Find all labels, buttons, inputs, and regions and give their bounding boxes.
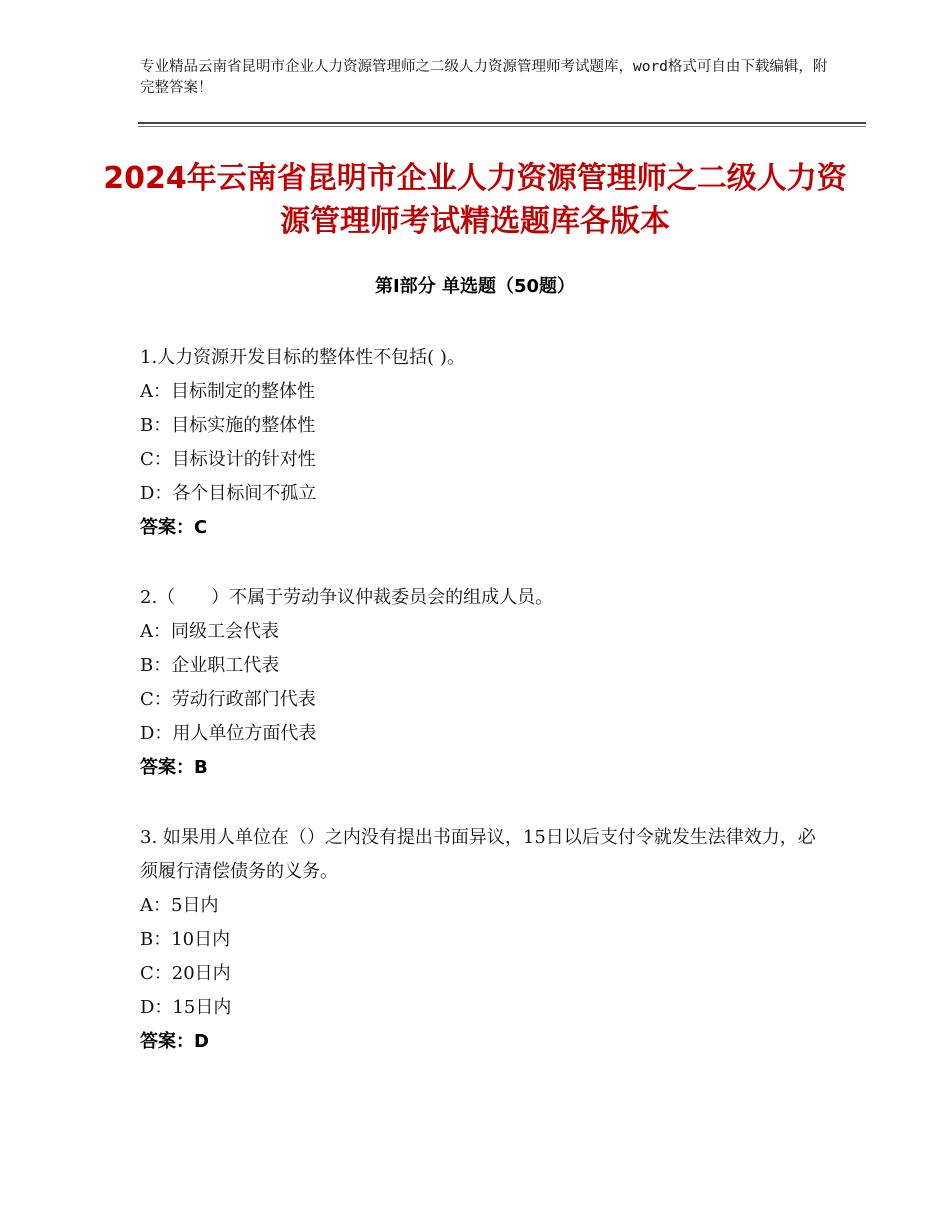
answer: 答案：D xyxy=(140,1031,209,1052)
question-stem: 1.人力资源开发目标的整体性不包括( )。 xyxy=(140,347,465,368)
question-2 xyxy=(140,581,830,785)
header-note: 专业精品云南省昆明市企业人力资源管理师之二级人力资源管理师考试题库，word格式可自由下载编辑，附完整答案！ xyxy=(140,59,828,96)
option-b: B：目标实施的整体性 xyxy=(140,415,316,436)
option-c: C：劳动行政部门代表 xyxy=(140,689,316,710)
option-a: A：目标制定的整体性 xyxy=(140,381,315,402)
option-d: D：用人单位方面代表 xyxy=(140,723,317,744)
header-rule-thick xyxy=(138,122,866,124)
option-c: C：20日内 xyxy=(140,963,231,984)
question-1 xyxy=(140,341,830,545)
question-list xyxy=(140,341,830,1095)
document-title: 2024年云南省昆明市企业人力资源管理师之二级人力资源管理师考试精选题库各版本 xyxy=(103,161,847,239)
option-d: D：15日内 xyxy=(140,997,232,1018)
option-a: A：同级工会代表 xyxy=(140,621,279,642)
option-c: C：目标设计的针对性 xyxy=(140,449,316,470)
option-b: B：企业职工代表 xyxy=(140,655,280,676)
option-b: B：10日内 xyxy=(140,929,231,950)
option-d: D：各个目标间不孤立 xyxy=(140,483,317,504)
header-rule-thin xyxy=(138,126,866,127)
question-stem: 2.（ ）不属于劳动争议仲裁委员会的组成人员。 xyxy=(140,587,554,608)
answer: 答案：C xyxy=(140,517,208,538)
section-title: 第Ⅰ部分 单选题（50题） xyxy=(374,276,575,297)
question-stem: 3. 如果用人单位在（）之内没有提出书面异议，15日以后支付令就发生法律效力，必须履行清偿债务的义务。 xyxy=(140,827,816,882)
answer: 答案：B xyxy=(140,757,208,778)
option-a: A：5日内 xyxy=(140,895,219,916)
question-3 xyxy=(140,821,830,1059)
